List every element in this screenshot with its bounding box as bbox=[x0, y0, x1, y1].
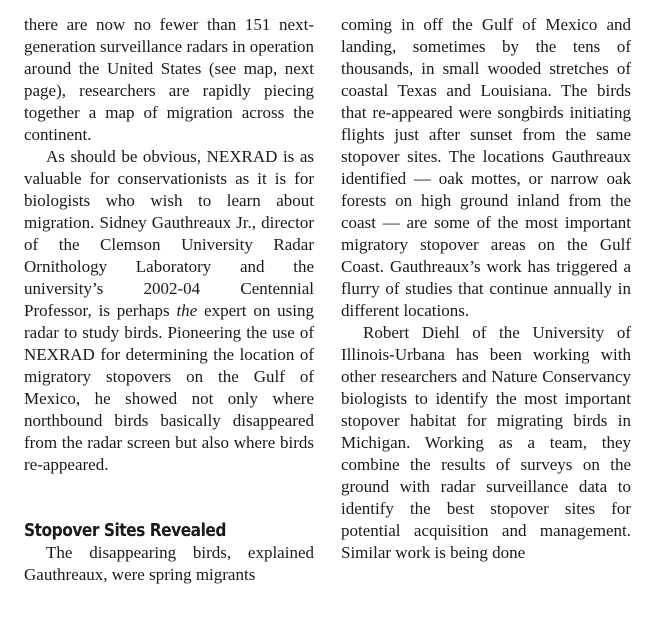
section-heading: Stopover Sites Revealed bbox=[24, 520, 226, 541]
paragraph-robert-diehl: Robert Diehl of the University of Illinois-Urbana has been working with other researchers and Nature Conservancy biologists to identify the most important stopover habitat for migrating birds in Michigan. Working as a team, they combine the results of surveys on the ground with radar surveillance data to identify the best stopover sites for potential acquisition and management. Similar work is being done bbox=[341, 323, 631, 562]
paragraph-nexrad bbox=[24, 146, 314, 476]
paragraph-radars: there are now no fewer than 151 next-generation surveillance radars in operation around the United States (see map, next page), researchers are rapidly piecing together a map of migration across the continent. bbox=[24, 15, 314, 144]
paragraph-nexrad-text-1: As should be obvious, NEXRAD is as valuable for conservationists as it is for biologists who wish to learn about migration. Sidney Gauthreaux Jr., director of the Clemson University Radar Ornithology Laboratory and the university’s 2002-04 Centennial Professor, is perhaps bbox=[24, 147, 314, 320]
right-column bbox=[341, 14, 631, 564]
article-page bbox=[24, 14, 634, 614]
paragraph-nexrad-text-2: expert on using radar to study birds. Pioneering the use of NEXRAD for determining the location of migratory stopovers on the Gulf of Mexico, he showed not only where northbound birds basically disappeared from the radar screen but also where birds re-appeared. bbox=[24, 301, 314, 474]
left-column bbox=[24, 14, 314, 586]
emphasis-the: the bbox=[176, 301, 198, 320]
paragraph-disappearing-birds: The disappearing birds, explained Gauthreaux, were spring migrants bbox=[24, 543, 314, 584]
paragraph-gulf-landing: coming in off the Gulf of Mexico and landing, sometimes by the tens of thousands, in small wooded stretches of coastal Texas and Louisiana. The birds that re-appeared were songbirds initiating flights just after sunset from the same stopover sites. The locations Gauthreaux identified — oak mottes, or narrow oak forests on high ground inland from the coast — are some of the most important migratory stopover areas on the Gulf Coast. Gauthreaux’s work has triggered a flurry of studies that continue annually in different locations. bbox=[341, 15, 631, 320]
